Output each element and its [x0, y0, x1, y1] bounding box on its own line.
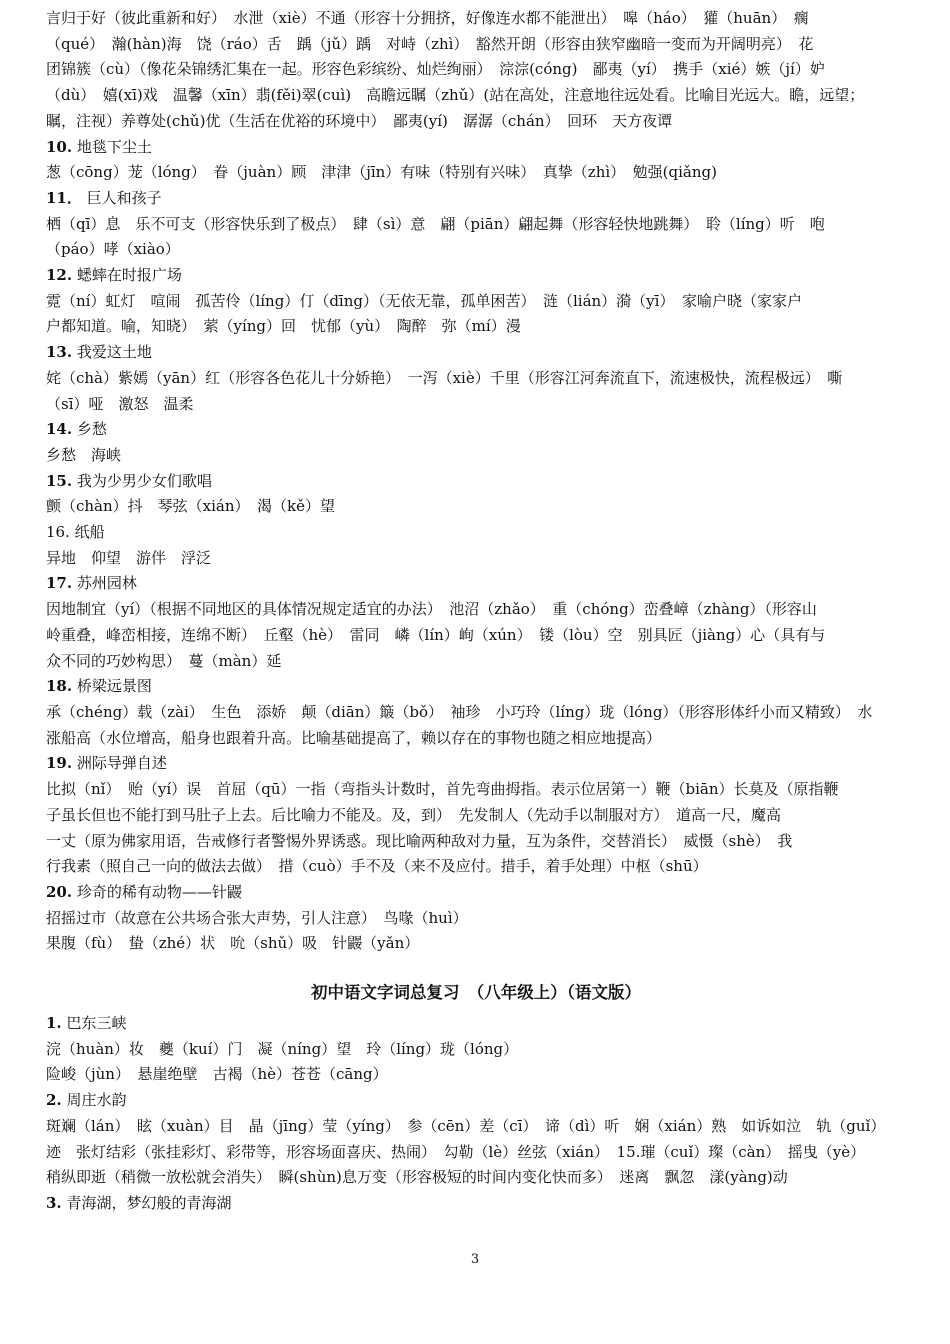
- lesson-number: 10.: [46, 137, 73, 156]
- lesson-heading: [46, 674, 906, 700]
- lesson-heading: [46, 1011, 906, 1037]
- lesson-title: 周庄水韵: [66, 1091, 127, 1110]
- vocab-line: （dù） 嬉(xī)戏 温馨（xīn）翡(fěi)翠(cuì) 高瞻远瞩（zhǔ）(站在高处，注意地往远处看。比喻目光远大。瞻，远望；: [46, 86, 865, 105]
- vocab-line: 葱（cōng）茏（lóng） 眷（juàn）顾 津津（jīn）有味（特别有兴味） 真挚（zhì） 勉强(qiǎng): [46, 163, 717, 182]
- lesson-heading: [46, 417, 906, 443]
- lesson-title: 巴东三峡: [66, 1014, 127, 1033]
- lesson-heading: [46, 263, 906, 289]
- lesson-number: 20.: [46, 882, 73, 901]
- lesson-number: 2.: [46, 1091, 62, 1110]
- vocab-line: 一丈（原为佛家用语，告戒修行者警惕外界诱惑。现比喻两种敌对力量，互为条件，交替消长） 威慑（shè） 我: [46, 831, 793, 850]
- vocab-line: 招摇过市（故意在公共场合张大声势，引人注意） 鸟喙（huì）: [46, 908, 468, 927]
- lesson-number: 18.: [46, 677, 73, 696]
- vocab-line: 子虽长但也不能打到马肚子上去。后比喻力不能及。及，到） 先发制人（先动手以制服对方） 道高一尺，魔高: [46, 805, 782, 824]
- vocab-line: 险峻（jùn） 悬崖绝壁 古褐（hè）苍苍（cāng）: [46, 1065, 388, 1084]
- lesson-title: 地毯下尘土: [76, 137, 152, 156]
- vocab-line: 霓（ní）虹灯 喧闹 孤苦伶（líng）仃（dīng）（无依无靠，孤单困苦） 涟（lián）漪（yī） 家喻户晓（家家户: [46, 291, 802, 310]
- lesson-heading: [46, 135, 906, 161]
- vocab-line: 承（chéng）载（zài） 生色 添娇 颠（diān）簸（bǒ） 袖珍 小巧玲（líng）珑（lóng）（形容形体纤小而又精致） 水: [46, 702, 873, 721]
- lesson-number: 17.: [46, 574, 73, 593]
- vocab-line: 团锦簇（cù）（像花朵锦绣汇集在一起。形容色彩缤纷、灿烂绚丽） 淙淙(cóng) 鄙夷（yí） 携手（xié）嫉（jí）妒: [46, 60, 825, 79]
- vocab-line: （qué） 瀚(hàn)海 饶（ráo）舌 踽（jǔ）踽 对峙（zhì） 豁然开朗（形容由狭窄幽暗一变而为开阔明亮） 花: [46, 34, 814, 53]
- lesson-heading: [46, 340, 906, 366]
- vocab-line: 栖（qī）息 乐不可支（形容快乐到了极点） 肆（sì）意 翩（piān）翩起舞（形容轻快地跳舞） 聆（líng）听 咆: [46, 214, 825, 233]
- vocab-line: （páo）哮（xiào）: [46, 240, 180, 259]
- vocab-line: 乡愁 海峡: [46, 445, 122, 464]
- vocab-line: 众不同的巧妙构思） 蔓（màn）延: [46, 651, 282, 670]
- lesson-title: 桥梁远景图: [76, 677, 152, 696]
- lesson-number: 15.: [46, 471, 73, 490]
- vocab-line: （sī）哑 激怒 温柔: [46, 394, 194, 413]
- lesson-heading: [46, 880, 906, 906]
- lesson-heading: [46, 1191, 906, 1217]
- lesson-number: 11．: [46, 188, 82, 207]
- vocab-line: 颤（chàn）抖 琴弦（xián） 渴（kě）望: [46, 497, 335, 516]
- vocab-line: 言归于好（彼此重新和好） 水泄（xiè）不通（形容十分拥挤，好像连水都不能泄出） 嗥（háo） 獾（huān） 瘸: [46, 9, 809, 27]
- vocab-line: 斑斓（lán） 眩（xuàn）目 晶（jīng）莹（yíng） 参（cēn）差（cī） 谛（dì）听 娴（xián）熟 如诉如泣 轨（guǐ）: [46, 1116, 886, 1135]
- lesson-title: 珍奇的稀有动物——针鼹: [76, 882, 242, 901]
- lesson-number: 16.: [46, 523, 70, 542]
- vocab-line: 浣（huàn）妆 夔（kuí）门 凝（níng）望 玲（líng）珑（lóng）: [46, 1039, 519, 1058]
- lesson-title: 我爱这土地: [76, 343, 152, 362]
- vocab-line: 户都知道。喻，知晓） 萦（yíng）回 忧郁（yù） 陶醉 弥（mí）漫: [46, 317, 521, 336]
- lesson-title: 苏州园林: [76, 574, 137, 593]
- lesson-number: 12.: [46, 266, 73, 285]
- lesson-number: 13.: [46, 343, 73, 362]
- lesson-heading: [46, 469, 906, 495]
- lesson-number: 14.: [46, 420, 73, 439]
- lesson-heading: [46, 571, 906, 597]
- lesson-number: 3.: [46, 1193, 62, 1212]
- lesson-heading: [46, 186, 906, 212]
- lesson-heading: [46, 1088, 906, 1114]
- vocab-line: 行我素（照自己一向的做法去做） 措（cuò）手不及（来不及应付。措手，着手处理）中枢（shū）: [46, 857, 708, 876]
- lesson-title: 乡愁: [76, 420, 107, 439]
- vocab-line: 涨船高（水位增高，船身也跟着升高。比喻基础提高了，赖以存在的事物也随之相应地提高）: [46, 728, 662, 747]
- section-title: 初中语文字词总复习 （八年级上）（语文版）: [311, 983, 641, 1003]
- vocab-line: 稍纵即逝（稍微一放松就会消失） 瞬(shùn)息万变（形容极短的时间内变化快而多） 迷离 飘忽 漾(yàng)动: [46, 1168, 788, 1187]
- lesson-number: 1.: [46, 1014, 62, 1033]
- lesson-heading: [46, 751, 906, 777]
- vocab-line: 因地制宜（yí）（根据不同地区的具体情况规定适宜的办法） 池沼（zhǎo） 重（chóng）峦叠嶂（zhàng）（形容山: [46, 600, 817, 619]
- vocab-line: 比拟（nǐ） 贻（yí）误 首屈（qū）一指（弯指头计数时，首先弯曲拇指。表示位居第一）鞭（biān）长莫及（原指鞭: [46, 780, 839, 799]
- vocab-line: 异地 仰望 游伴 浮泛: [46, 548, 212, 567]
- lesson-title: 蟋蟀在时报广场: [76, 266, 182, 285]
- lesson-heading: [46, 520, 906, 546]
- vocab-line: 迹 张灯结彩（张挂彩灯、彩带等，形容场面喜庆、热闹） 勾勒（lè）丝弦（xián） 15.璀（cuǐ）璨（càn） 摇曳（yè）: [46, 1142, 866, 1161]
- vocab-line: 瞩，注视）养尊处(chǔ)优（生活在优裕的环境中） 鄙夷(yí) 潺潺（chán） 回环 天方夜谭: [46, 111, 673, 130]
- vocab-line: 果腹（fù） 蛰（zhé）状 吮（shǔ）吸 针鼹（yǎn）: [46, 934, 420, 953]
- vocab-line: 岭重叠，峰峦相接，连绵不断） 丘壑（hè） 雷同 嶙（lín）峋（xún） 镂（lòu）空 别具匠（jiàng）心（具有与: [46, 625, 826, 644]
- lesson-title: 我为少男少女们歌唱: [76, 471, 212, 490]
- lesson-title: 纸船: [74, 523, 105, 542]
- lesson-number: 19.: [46, 754, 73, 773]
- page-number: 3: [470, 1252, 480, 1267]
- vocab-line: 姹（chà）紫嫣（yān）红（形容各色花儿十分娇艳） 一泻（xiè）千里（形容江河奔流直下，流速极快，流程极远） 嘶: [46, 368, 843, 387]
- lesson-title: 巨人和孩子: [86, 188, 162, 207]
- lesson-title: 洲际导弹自述: [76, 754, 167, 773]
- lesson-title: 青海湖，梦幻般的青海湖: [66, 1193, 232, 1212]
- document-body: [46, 6, 906, 1217]
